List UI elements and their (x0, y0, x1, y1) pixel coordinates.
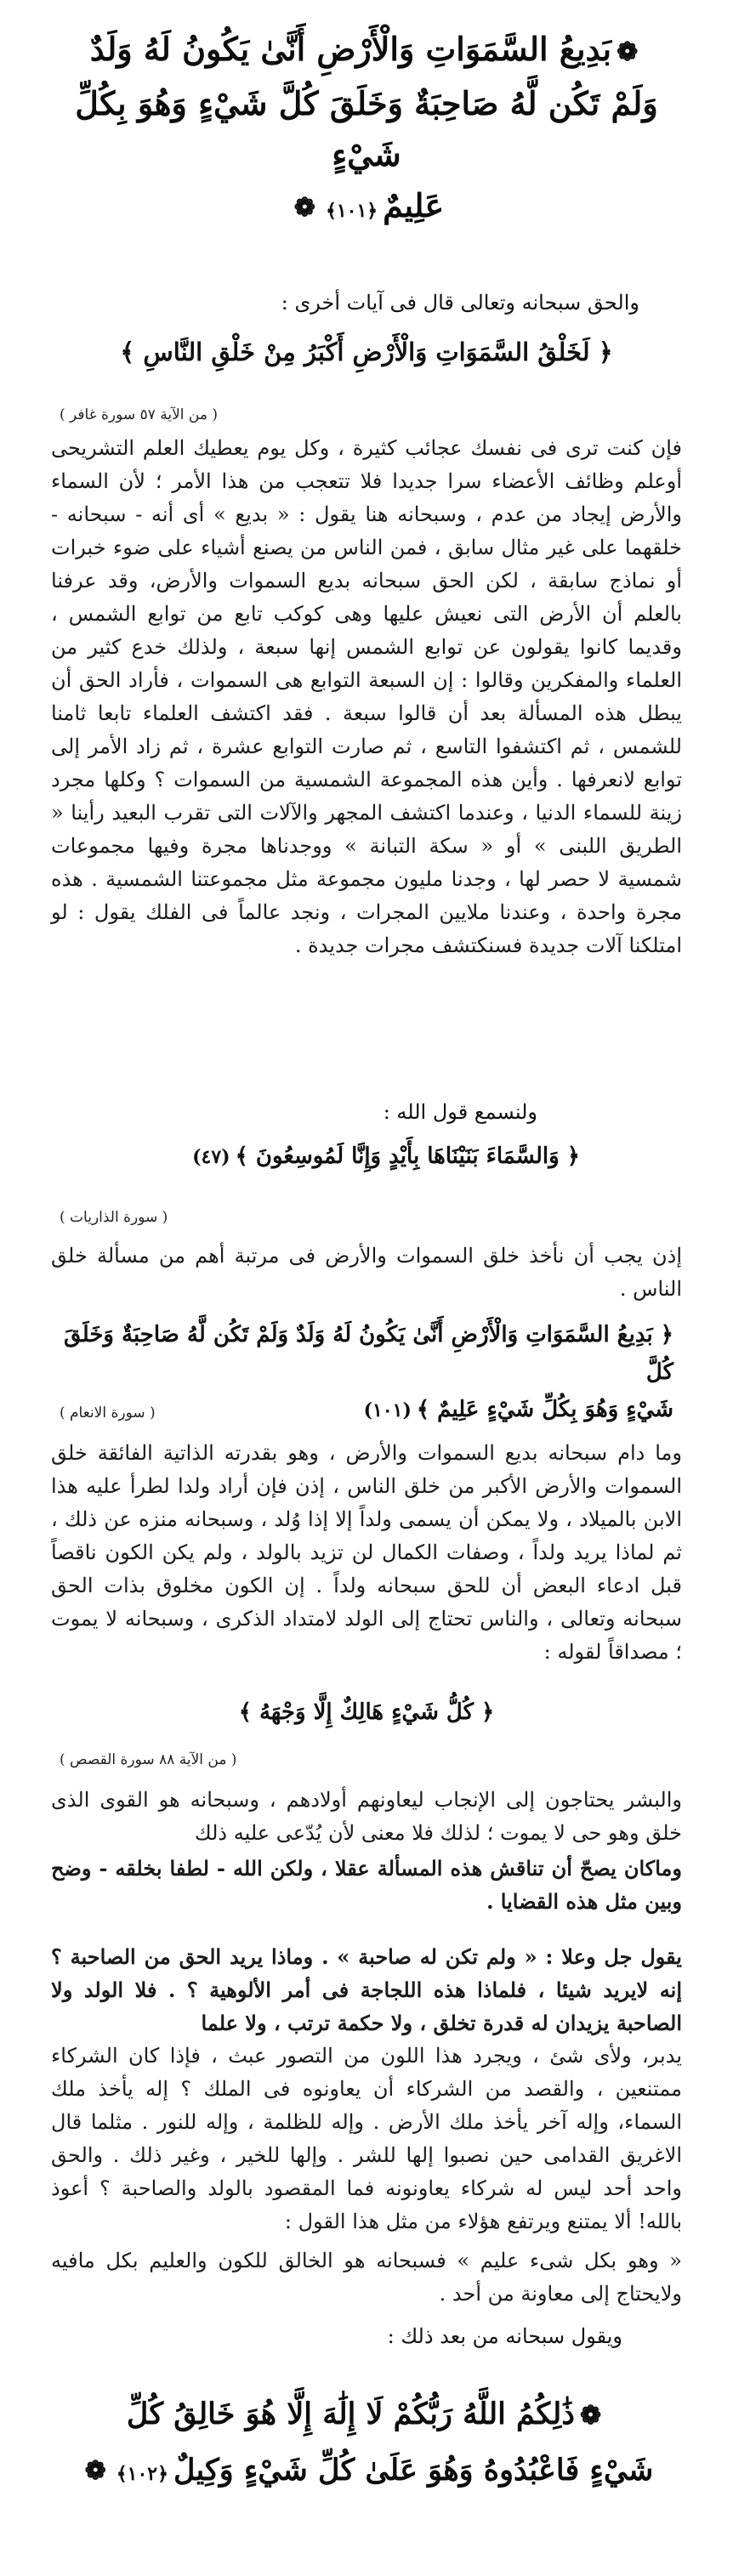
paragraph-6: « وهو بكل شىء عليم » فسبحانه هو الخالق للكون والعليم بكل مافيه ولايحتاج إلى معاونة من أحد . (51, 2249, 682, 2306)
source-ghafir: ( من الآية ٥٧ سورة غافر ) (60, 406, 218, 423)
verse-bottom (43, 2387, 690, 2501)
source-qasas: ( من الآية ٨٨ سورة القصص ) (60, 1751, 237, 1768)
source-anam: ( سورة الانعام ) (60, 1404, 156, 1421)
paragraph-5b: يدبر، ولأى شئ ، ويجرد هذا اللون من التصور عبث ، فإذا كان الشركاء ممتنعين ، والقصد من الشركاء أن يعاونوه فى الملك ؟ إله يأخذ ملك السماء، وإله آخر يأخذ ملك الأرض . وإله للظلمة ، وإله للنور . مثلما قال الاغريق القدامى حين نصبوا إلها للشر . وإلها للخير ، وغير ذلك . والحق واحد أحد ليس له شركاء يعاونونه فما المقصود بالولد والصاحبة ؟ أعوذ بالله! ألا يمتنع ويرتفع هؤلاء من مثل هذا القول : (51, 2044, 682, 2233)
verse-bottom-line2 (43, 2443, 690, 2501)
ayah-number: (١٠١) (363, 1399, 412, 1421)
floral-ornament-icon: ❁ (579, 2400, 602, 2431)
ayah-number-text: ١٠١ (372, 1399, 403, 1421)
intro-2: ولنسمع قول الله : (383, 1100, 537, 1124)
quran-anam-line2-text: شَيْءٍ وَهُوَ بِكُلِّ شَيْءٍ عَلِيمٌ ﴾ (416, 1397, 673, 1422)
verse-top-line3-text: عَلِيمٌ (383, 185, 445, 224)
paragraph-4a: والبشر يحتاجون إلى الإنجاب ليعاونهم أولادهم ، وسبحانه هو القوى الذى خلق وهو حى لا يموت ؛ لذلك فلا معنى لأن يُدّعى عليه ذلك (51, 1788, 682, 1845)
paragraph-3: وما دام سبحانه بديع السموات والأرض ، وهو بقدرته الذاتية الفائقة خلق السموات والأرض الأكبر من خلق الناس ، إذن فإن أراد ولدا لطرأ عليه هذا الابن بالميلاد ، ولا يمكن أن يسمى ولداً إلا إذا وُلد ، وسبحانه منزه عن ذلك ، ثم لماذا يريد ولداً ، وصفات الكمال لن تزيد بالولد ، ولم يكن الكون ناقصاً قبل ادعاء البعض أن للحق سبحانه ولداً . إن الكون مخلوق بذات الحق سبحانه وتعالى ، والناس تحتاج إلى الولد لامتداد الذكرى ، وسبحانه لا يموت ؛ مصداقاً لقوله : (51, 1441, 682, 1664)
quran-anam-line1: ﴿ بَدِيعُ السَّمَوَاتِ وَالْأَرْضِ أَنَّىٰ يَكُونُ لَهُ وَلَدٌ وَلَمْ تَكُن لَّهُ صَاحِبَةٌ وَخَلَقَ كُلَّ (64, 1322, 673, 1385)
floral-ornament-icon: ❁ (293, 193, 315, 223)
floral-ornament-icon: ❁ (617, 37, 639, 67)
quran-dhariyat (187, 1138, 580, 1176)
ayah-number-text: ٤٧ (201, 1146, 222, 1168)
verse-top-line1-text: بَدِيعُ السَّمَوَاتِ وَالْأَرْضِ أَنَّىٰ يَكُونُ لَهُ وَلَدٌ (89, 30, 612, 68)
ayah-number-text: ١٠١ (336, 199, 367, 222)
verse-bottom-line2-text: شَيْءٍ فَاعْبُدُوهُ وَهُوَ عَلَىٰ كُلِّ شَيْءٍ وَكِيلٌ (173, 2452, 654, 2488)
intro-3: ويقول سبحانه من بعد ذلك : (387, 2324, 622, 2348)
ayah-number: (٤٧) (192, 1146, 230, 1168)
source-dhariyat: ( سورة الذاريات ) (60, 1209, 168, 1226)
verse-top-line1 (60, 24, 673, 78)
ayah-number-text: ١٠٢ (127, 2462, 158, 2485)
paragraph-5a: يقول جل وعلا : « ولم تكن له صاحبة » . وماذا يريد الحق من الصاحبة ؟ إنه لايريد شيئا ، فلماذا هذه اللجاجة فى أمر الألوهية ؟ . فلا الولد ولا الصاحبة يزيدان له قدرة تخلق ، ولا حكمة ترتب ، ولا علما (51, 1944, 682, 2035)
paragraph-2: إذن يجب أن نأخذ خلق السموات والأرض فى مرتبة أهم من مسألة خلق الناس . (51, 1244, 682, 1301)
floral-ornament-icon: ❁ (84, 2456, 106, 2486)
verse-top (60, 24, 673, 236)
verse-bottom-line1 (43, 2387, 690, 2443)
quran-dhariyat-text: ﴿ وَالسَّمَاءَ بَنَيْنَاهَا بِأَيْدٍ وَإِنَّا لَمُوسِعُونَ ﴾ (235, 1143, 580, 1169)
verse-bottom-line1-text: ذَٰلِكُمُ اللَّهُ رَبُّكُمْ لَا إِلَٰهَ إِلَّا هُوَ خَالِقُ كُلِّ (126, 2397, 575, 2431)
paragraph-4b: وماكان يصحّ أن تناقش هذه المسألة عقلا ، ولكن الله - لطفا بخلقه - وضح وبين مثل هذه القضايا . (51, 1856, 682, 1914)
ayah-number: ﴿١٠٢﴾ (116, 2462, 168, 2485)
ayah-number: ﴿١٠١﴾ (325, 199, 378, 222)
paragraph-1: فإن كنت ترى فى نفسك عجائب كثيرة ، وكل يوم يعطيك العلم التشريحى أوعلم وظائف الأعضاء سرا جديدا فلا تتعجب من هذا الأمر ؛ لأن السماء والأرض إيجاد من عدم ، وسبحانه هنا يقول : « بديع » أى أنه - سبحانه - خلقهما على غير مثال سابق ، فمن الناس من يصنع أشياء على ضوء خبرات أو نماذج سابقة ، لكن الحق سبحانه بديع السموات والأرض، وقد عرفنا بالعلم أن الأرض التى نعيش عليها وهى كوكب تابع من توابع الشمس ، وقديما كانوا يقولون عن توابع الشمس إنها سبعة ، ولذلك خدع كثير من العلماء والمفكرين وقالوا : إن السبعة التوابع هى السموات ، فأراد الحق أن يبطل هذه المسألة بعد أن قالوا سبعة . فقد اكتشف العلماء تابعا ثامنا للشمس ، ثم اكتشفوا التاسع ، ثم صارت التوابع عشرة ، ثم زاد الأمر إلى توابع لانعرفها . وأين هذه المجموعة الشمسية من السموات ؟ وكلها مجرد زينة للسماء الدنيا ، وعندما اكتشف المجهر والآلات التى تقرب البعيد رأينا « الطريق اللبنى » أو « سكة التبانة » ووجدناها مجرة وفيها مجموعات شمسية لا حصر لها ، وجدنا مليون مجموعة مثل مجموعتنا الشمسية . هذه مجرة واحدة ، وعندنا ملايين المجرات ، ونجد عالماً فى الفلك يقول : لو امتلكنا آلات جديدة فسنكتشف مجرات جديدة . (51, 436, 682, 957)
intro-text: والحق سبحانه وتعالى قال فى آيات أخرى : (281, 291, 639, 315)
verse-top-line2: وَلَمْ تَكُن لَّهُ صَاحِبَةٌ وَخَلَقَ كُلَّ شَيْءٍ وَهُوَ بِكُلِّ شَيْءٍ (75, 83, 658, 173)
verse-top-line3 (60, 180, 673, 236)
quran-qasas: ﴿ كُلُّ شَيْءٍ هَالِكٌ إِلَّا وَجْهَهُ ﴾ (238, 1699, 495, 1725)
quran-ghafir: ﴿ لَخَلْقُ السَّمَوَاتِ وَالْأَرْضِ أَكْبَرُ مِنْ خَلْقِ النَّاسِ ﴾ (120, 338, 613, 366)
